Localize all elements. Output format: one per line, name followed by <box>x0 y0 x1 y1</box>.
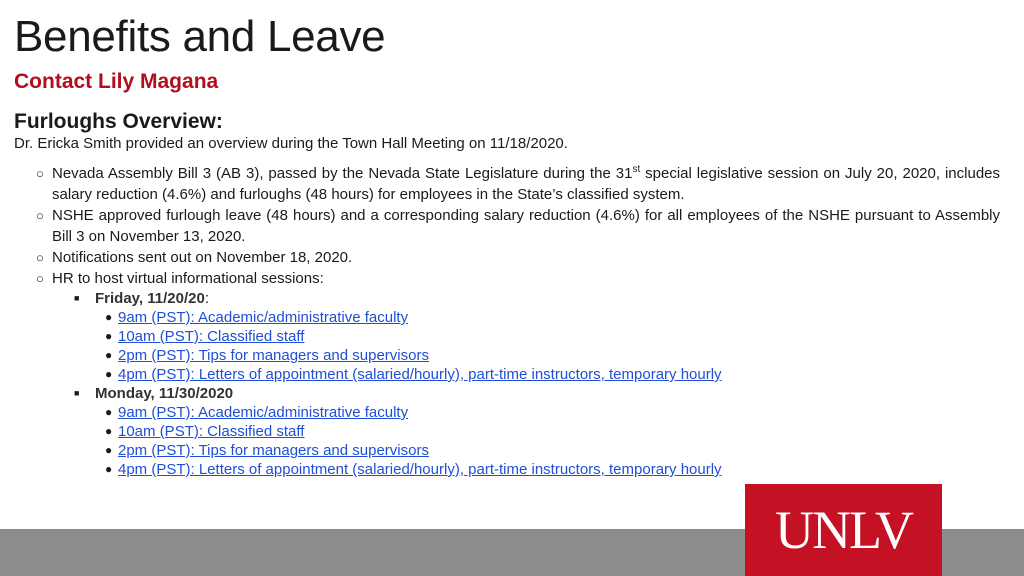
dot-bullet-icon: ● <box>105 329 113 343</box>
session-day-item <box>74 289 1000 384</box>
dot-bullet-icon: ● <box>105 462 113 476</box>
session-day-suffix: : <box>204 290 209 307</box>
square-bullet-icon: ■ <box>74 293 80 303</box>
session-link-item <box>105 441 1000 460</box>
list-item <box>36 205 1000 247</box>
hollow-circle-bullet-icon: ○ <box>36 208 44 223</box>
furlough-list <box>36 163 1000 479</box>
dot-bullet-icon: ● <box>105 405 113 419</box>
session-link-item <box>105 308 1000 327</box>
session-days-list <box>74 289 1000 479</box>
session-links-list <box>105 403 1000 479</box>
section-heading: Furloughs Overview: <box>14 110 223 133</box>
session-link-appointments[interactable]: 4pm (PST): Letters of appointment (salaried/hourly), part-time instructors, temporary hourly <box>118 461 722 478</box>
hollow-circle-bullet-icon: ○ <box>36 250 44 265</box>
session-link-classified[interactable]: 10am (PST): Classified staff <box>118 423 305 440</box>
session-link-managers[interactable]: 2pm (PST): Tips for managers and supervisors <box>118 442 429 459</box>
session-link-classified[interactable]: 10am (PST): Classified staff <box>118 328 305 345</box>
session-day-item <box>74 384 1000 479</box>
bullet-text: NSHE approved furlough leave (48 hours) and a corresponding salary reduction (4.6%) for all employees of the NSHE pursuant to Assembly Bill 3 on November 13, 2020. <box>52 207 1000 245</box>
bullet-text: special legislative session on July 20, 2020, includes salary reduction (4.6%) and furloughs (48 hours) for employees in the State’s classified system. <box>52 165 1001 203</box>
session-day: Monday, 11/30/2020 <box>95 385 234 402</box>
dot-bullet-icon: ● <box>105 367 113 381</box>
session-link-faculty[interactable]: 9am (PST): Academic/administrative faculty <box>118 404 409 421</box>
session-link-item <box>105 327 1000 346</box>
session-link-managers[interactable]: 2pm (PST): Tips for managers and supervisors <box>118 347 429 364</box>
session-link-item <box>105 403 1000 422</box>
session-links-list <box>105 308 1000 384</box>
ordinal-suffix: st <box>632 164 641 175</box>
session-link-item <box>105 346 1000 365</box>
session-link-item <box>105 365 1000 384</box>
page-title: Benefits and Leave <box>14 12 386 61</box>
bullet-text: Notifications sent out on November 18, 2020. <box>52 249 353 266</box>
session-link-item <box>105 422 1000 441</box>
session-link-item <box>105 460 1000 479</box>
hollow-circle-bullet-icon: ○ <box>36 166 44 181</box>
bullet-text: HR to host virtual informational sessions: <box>52 270 324 287</box>
intro-text: Dr. Ericka Smith provided an overview during the Town Hall Meeting on 11/18/2020. <box>14 135 568 152</box>
dot-bullet-icon: ● <box>105 443 113 457</box>
session-link-faculty[interactable]: 9am (PST): Academic/administrative faculty <box>118 309 409 326</box>
dot-bullet-icon: ● <box>105 310 113 324</box>
list-item <box>36 247 1000 268</box>
unlv-logo <box>745 484 942 576</box>
session-day: Friday, 11/20/20 <box>95 290 205 307</box>
session-link-appointments[interactable]: 4pm (PST): Letters of appointment (salaried/hourly), part-time instructors, temporary hourly <box>118 366 722 383</box>
dot-bullet-icon: ● <box>105 348 113 362</box>
dot-bullet-icon: ● <box>105 424 113 438</box>
logo-text: UNLV <box>774 500 913 560</box>
square-bullet-icon: ■ <box>74 388 80 398</box>
hollow-circle-bullet-icon: ○ <box>36 271 44 286</box>
list-item <box>36 268 1000 479</box>
bullet-text: Nevada Assembly Bill 3 (AB 3), passed by the Nevada State Legislature during the 31 <box>52 165 633 182</box>
contact-subtitle: Contact Lily Magana <box>14 70 219 93</box>
list-item <box>36 163 1000 205</box>
